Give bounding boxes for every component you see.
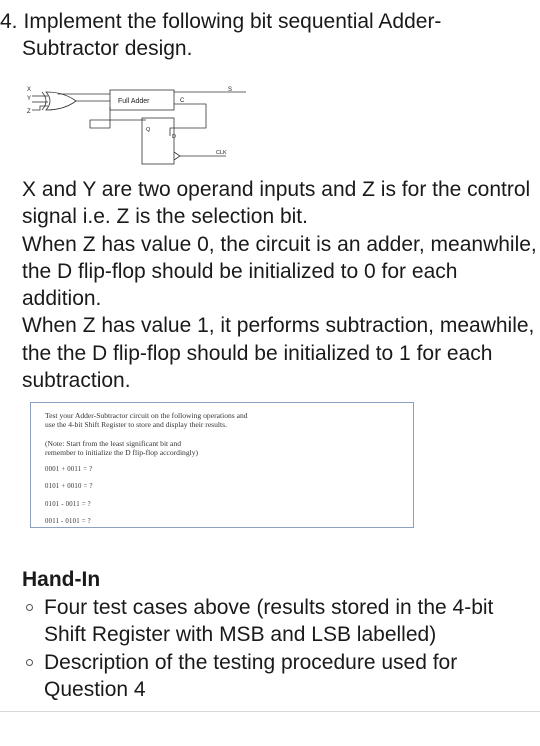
- xor-gate: [46, 92, 76, 110]
- test-note-line2: remember to initialize the D flip-flop accordingly): [45, 447, 199, 457]
- hand-in-title: Hand-In: [22, 568, 101, 591]
- test-instructions-box: [30, 402, 414, 528]
- question-number: 4.: [0, 10, 18, 33]
- input-y-label: Y: [27, 96, 32, 102]
- full-adder-label: Full Adder: [118, 98, 150, 105]
- bullet-circle-icon: [26, 659, 33, 666]
- bullet-circle-icon: [26, 604, 33, 611]
- input-x-label: X: [27, 87, 32, 93]
- circuit-diagram: [20, 80, 250, 172]
- input-z-label: Z: [27, 109, 31, 115]
- description-para1: X and Y are two operand inputs and Z is for the control signal i.e. Z is the selection bit.: [22, 178, 531, 229]
- hand-in-item: [22, 649, 540, 704]
- question-title: [0, 8, 530, 62]
- hand-in-item: [22, 594, 540, 649]
- d-label: D: [172, 134, 176, 140]
- description: [22, 176, 540, 394]
- hand-in-item-text: Four test cases above (results stored in the 4-bit Shift Register with MSB and LSB labelled): [44, 596, 494, 647]
- xor-gate-back-curve: [42, 92, 46, 110]
- d-flip-flop: [142, 118, 174, 164]
- test-instruction-line2: use the 4-bit Shift Register to store and display their results.: [45, 420, 228, 430]
- carry-label: C: [180, 98, 185, 104]
- hand-in-list: [22, 594, 540, 703]
- wire-carry: [170, 104, 206, 136]
- question-title-line1: Implement the following bit sequential Adder-: [23, 10, 442, 33]
- question-title-line2: Subtractor design.: [22, 37, 193, 60]
- description-para3: When Z has value 1, it performs subtraction, meawhile, the the D flip-flop should be initialized to 1 for each subtraction.: [22, 314, 535, 393]
- description-para2: When Z has value 0, the circuit is an adder, meanwhile, the D flip-flop should be initialized to 0 for each addition.: [22, 232, 537, 311]
- test-note-line1: (Note: Start from the least significant bit and: [45, 438, 182, 448]
- test-operation-1: 0001 + 0011 = ?: [45, 466, 93, 474]
- test-operation-4: 0011 - 0101 = ?: [45, 518, 91, 526]
- test-operation-2: 0101 + 0010 = ?: [45, 483, 93, 491]
- clock-triangle: [174, 152, 180, 160]
- bottom-divider: [0, 711, 540, 712]
- sum-label: S: [228, 87, 233, 93]
- test-operation-3: 0101 - 0011 = ?: [45, 500, 91, 508]
- clock-label: CLK: [216, 150, 227, 156]
- hand-in-item-text: Description of the testing procedure used for Question 4: [44, 650, 458, 701]
- q-label: Q: [146, 127, 151, 133]
- test-instruction-line1: Test your Adder-Subtractor circuit on the following operations and: [45, 411, 248, 420]
- wire-z: [32, 106, 48, 110]
